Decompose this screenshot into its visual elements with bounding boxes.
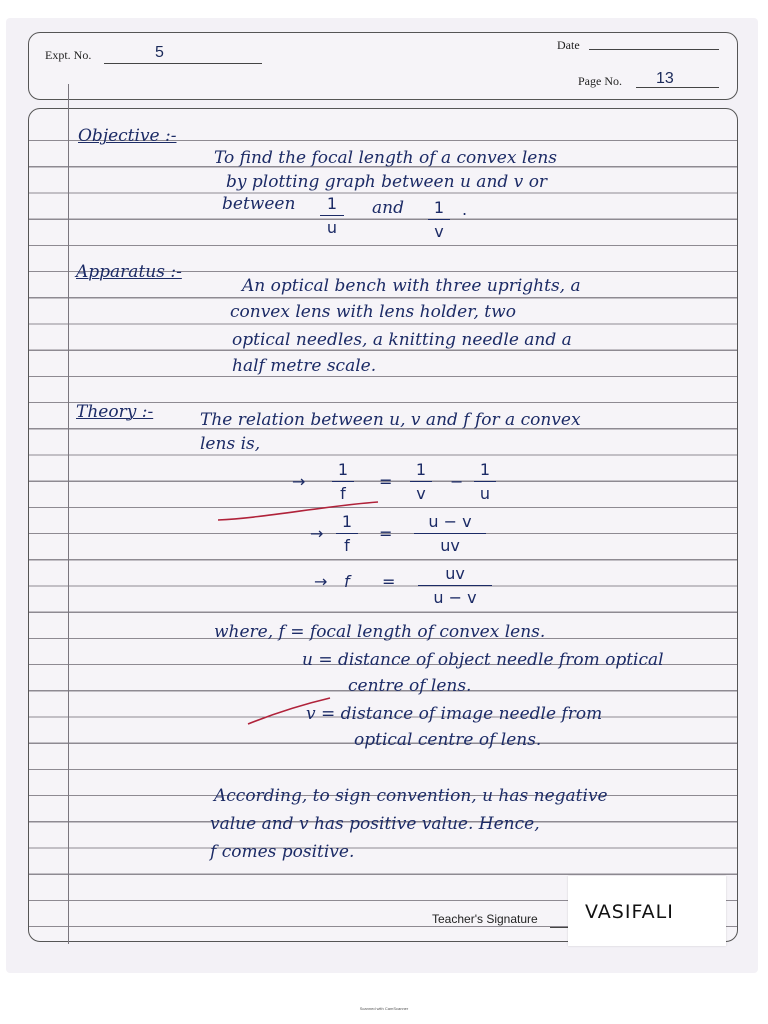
fraction-denominator: f [340,484,346,503]
fraction-bar [474,481,496,482]
fraction-1-over-u [474,460,496,503]
fraction-1-over-v [410,460,432,503]
page-no-line [636,87,719,88]
page-no-value: 13 [656,70,674,87]
date-label: Date [557,38,580,52]
expt-no-line [104,63,262,64]
fraction-bar [336,533,358,534]
definition-f: where, f = focal length of convex lens. [214,622,546,642]
scanner-watermark: Scanned with CamScanner [359,1006,409,1011]
fraction-bar [410,481,432,482]
sign-convention-line-1: According, to sign convention, u has negative [214,786,608,806]
fraction-numerator: 1 [337,460,349,479]
margin-line [68,84,69,944]
definition-u-cont: centre of lens. [348,676,472,696]
fraction-denominator: uv [440,536,460,555]
equals-sign: = [382,572,396,591]
fraction-bar [320,215,344,216]
page-header-box [28,32,738,100]
implies-arrow: → [310,524,324,543]
theory-line-1: The relation between u, v and f for a convex [200,410,581,430]
apparatus-heading: Apparatus :- [76,262,182,282]
fraction-denominator: f [344,536,350,555]
fraction-numerator: 1 [479,460,491,479]
fraction-bar [418,585,492,586]
theory-heading: Theory :- [76,402,154,422]
signature-line [550,927,570,928]
apparatus-line-4: half metre scale. [232,356,377,376]
red-correction-stroke [214,496,384,526]
objective-full-stop: . [462,200,468,219]
sign-convention-line-2: value and v has positive value. Hence, [210,814,540,834]
fraction-denominator: v [434,222,444,241]
fraction-denominator: u [326,218,338,237]
page-no-label: Page No. [578,74,622,88]
equals-sign: = [379,524,393,543]
fraction-denominator: u [479,484,491,503]
fraction-numerator: 1 [326,194,338,213]
focal-length-symbol: f [344,572,350,591]
fraction-bar [414,533,486,534]
fraction-numerator: 1 [341,512,353,531]
fraction-bar [428,219,450,220]
definition-v: v = distance of image needle from [306,704,603,724]
expt-no-label: Expt. No. [45,48,92,62]
objective-heading: Objective :- [78,126,177,146]
date-line [589,49,719,50]
expt-no-value: 5 [155,44,164,61]
implies-arrow: → [314,572,328,591]
fraction-denominator: u − v [433,588,477,607]
fraction-u-minus-v-over-uv [414,512,486,555]
fraction-1-over-f [336,512,358,555]
implies-arrow: → [292,472,306,491]
objective-line-1: To find the focal length of a convex lens [214,148,558,168]
fraction-numerator: uv [445,564,465,583]
objective-and-word: and [372,198,404,218]
fraction-numerator: 1 [433,198,445,217]
teacher-signature: VASIFALI [585,901,674,923]
theory-line-2: lens is, [200,434,261,454]
objective-line-3: between [222,194,296,214]
fraction-denominator: v [416,484,426,503]
apparatus-line-1: An optical bench with three uprights, a [242,276,581,296]
definition-v-cont: optical centre of lens. [354,730,542,750]
fraction-uv-over-u-minus-v [418,564,492,607]
objective-line-2: by plotting graph between u and v or [226,172,548,192]
apparatus-line-2: convex lens with lens holder, two [230,302,516,322]
minus-sign: − [450,472,464,491]
sign-convention-line-3: f comes positive. [210,842,355,862]
fraction-1-over-v [428,198,450,241]
definition-u: u = distance of object needle from optical [302,650,664,670]
fraction-1-over-u [320,194,344,237]
fraction-numerator: u − v [428,512,472,531]
fraction-numerator: 1 [415,460,427,479]
fraction-bar [332,481,354,482]
apparatus-line-3: optical needles, a knitting needle and a [232,330,572,350]
equals-sign: = [379,472,393,491]
teacher-signature-label: Teacher's Signature [432,912,538,926]
